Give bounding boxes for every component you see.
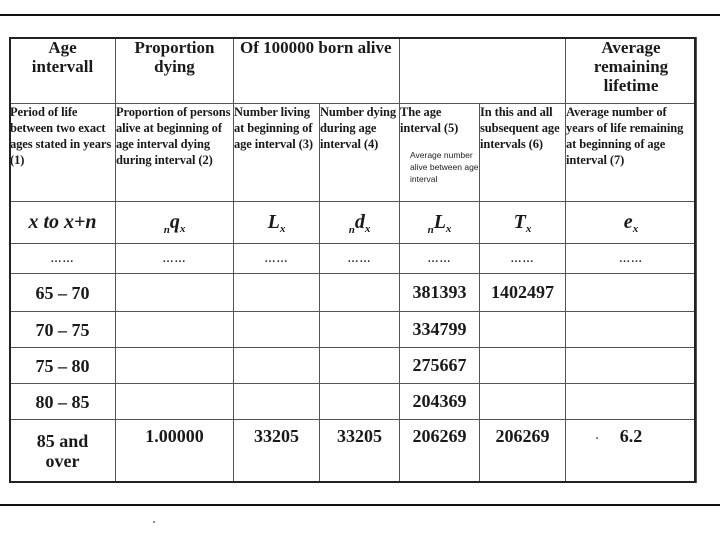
big-l-cell: 204369 — [400, 384, 480, 420]
t-cell — [480, 384, 566, 420]
d-cell — [320, 312, 400, 348]
subheader-col7: Average number of years of life remaining at beginning of age interval (7) — [566, 104, 697, 202]
table-row — [10, 312, 697, 348]
table-row — [10, 348, 697, 384]
t-cell: 206269 — [480, 420, 566, 483]
age-cell: 65 – 70 — [10, 274, 116, 312]
symbol-col2: $_nq_x$ — [116, 202, 234, 244]
symbol-col3: $L_x$ — [234, 202, 320, 244]
d-cell: 33205 — [320, 420, 400, 483]
dots-cell: …… — [400, 244, 480, 274]
table-row — [10, 420, 697, 483]
symbol-col6: $T_x$ — [480, 202, 566, 244]
subheader-col3: Number living at beginning of age interval (3) — [234, 104, 320, 202]
q-cell — [116, 274, 234, 312]
t-cell: 1402497 — [480, 274, 566, 312]
t-cell — [480, 348, 566, 384]
table-row — [10, 384, 697, 420]
t-cell — [480, 312, 566, 348]
l-cell — [234, 384, 320, 420]
subheader-col2: Proportion of persons alive at beginning of age interval dying during interval (2) — [116, 104, 234, 202]
dots-cell: …… — [10, 244, 116, 274]
dots-cell: …… — [234, 244, 320, 274]
d-cell — [320, 348, 400, 384]
table-row — [10, 274, 697, 312]
d-cell — [320, 384, 400, 420]
symbol-col7: $e_x$ — [566, 202, 697, 244]
age-cell: 85 and over — [10, 420, 116, 483]
dots-cell: …… — [480, 244, 566, 274]
scan-speck — [153, 521, 155, 523]
l-cell: 33205 — [234, 420, 320, 483]
dots-cell: …… — [566, 244, 697, 274]
e-cell — [566, 274, 697, 312]
bottom-rule — [0, 504, 720, 506]
header-age-interval: Age intervall — [10, 38, 116, 104]
d-cell — [320, 274, 400, 312]
q-cell — [116, 384, 234, 420]
l-cell — [234, 274, 320, 312]
q-cell — [116, 348, 234, 384]
e-cell: 6.2 — [566, 420, 697, 483]
subheader-col1: Period of life between two exact ages stated in years (1) — [10, 104, 116, 202]
big-l-cell: 206269 — [400, 420, 480, 483]
q-cell: 1.00000 — [116, 420, 234, 483]
subheader-col6: In this and all subsequent age intervals (6) — [480, 104, 566, 202]
age-cell: 75 – 80 — [10, 348, 116, 384]
symbol-col5: $_nL_x$ — [400, 202, 480, 244]
subheader-col5: The age interval (5) — [400, 104, 480, 202]
age-cell: 80 – 85 — [10, 384, 116, 420]
age-cell: 70 – 75 — [10, 312, 116, 348]
header-blank — [400, 38, 566, 104]
dots-cell: …… — [320, 244, 400, 274]
e-cell — [566, 312, 697, 348]
l-cell — [234, 312, 320, 348]
e-cell — [566, 384, 697, 420]
header-avg-remaining: Average remaining lifetime — [566, 38, 697, 104]
big-l-cell: 381393 — [400, 274, 480, 312]
annotation-note: Average number alive between age interval — [410, 150, 479, 184]
header-of-100000: Of 100000 born alive — [234, 38, 400, 104]
dots-cell: …… — [116, 244, 234, 274]
scan-speck — [596, 437, 598, 439]
header-proportion-dying: Proportion dying — [116, 38, 234, 104]
subheader-col4: Number dying during age interval (4) — [320, 104, 400, 202]
l-cell — [234, 348, 320, 384]
e-cell — [566, 348, 697, 384]
top-rule — [0, 14, 720, 16]
symbol-col1: x to x+n — [10, 202, 116, 244]
big-l-cell: 275667 — [400, 348, 480, 384]
q-cell — [116, 312, 234, 348]
symbol-col4: $_nd_x$ — [320, 202, 400, 244]
big-l-cell: 334799 — [400, 312, 480, 348]
life-table — [9, 37, 697, 483]
